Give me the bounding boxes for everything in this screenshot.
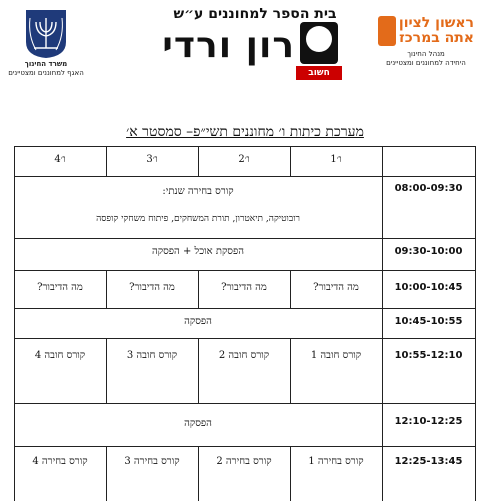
lesson-cell: קורס בחירה 2 bbox=[216, 456, 272, 467]
time-slot: 10:55-12:10 bbox=[394, 350, 463, 361]
lesson-cell: מה הדיבור? bbox=[37, 282, 83, 293]
lesson-cell: מה הדיבור? bbox=[221, 282, 267, 293]
time-slot: 10:45-10:55 bbox=[394, 316, 463, 327]
lesson-cell: קורס חובה 4 bbox=[34, 350, 86, 361]
table-row-divider bbox=[14, 176, 476, 177]
table-row-divider bbox=[14, 446, 476, 447]
city-logo-title: ראשון לציון אתה במרכז bbox=[398, 15, 474, 46]
lesson-cell: מה הדיבור? bbox=[313, 282, 359, 293]
lesson-cell: קורס חובה 3 bbox=[126, 350, 178, 361]
lesson-cell: קורס חובה 2 bbox=[218, 350, 270, 361]
column-header: ו׳2 bbox=[238, 154, 250, 165]
table-row-divider bbox=[14, 338, 476, 339]
column-header: ו׳3 bbox=[146, 154, 158, 165]
column-header: ו׳4 bbox=[54, 154, 66, 165]
break-label: הפסקת אוכל + הפסקה bbox=[152, 246, 244, 257]
elective-course-options: רובוטיקה, תיאטרון, תורת המשחקים, פיתוח משחקי קופסה bbox=[96, 214, 300, 224]
break-label: הפסקה bbox=[184, 316, 212, 327]
elective-course-title: קורס בחירה שנתי: bbox=[162, 186, 234, 197]
ministry-name: משרד החינוך bbox=[24, 60, 68, 68]
school-logo-tag: חשוב bbox=[296, 66, 342, 80]
column-divider bbox=[290, 338, 291, 403]
time-slot: 10:00-10:45 bbox=[394, 282, 463, 293]
table-border-right bbox=[475, 146, 476, 501]
city-dept-line2: היחידה למחוננים ומצטיינים bbox=[386, 59, 466, 67]
column-divider bbox=[198, 338, 199, 403]
table-border-top bbox=[14, 146, 476, 147]
lesson-cell: מה הדיבור? bbox=[129, 282, 175, 293]
time-slot: 12:25-13:45 bbox=[394, 456, 463, 467]
lesson-cell: קורס בחירה 3 bbox=[124, 456, 180, 467]
table-row-divider bbox=[14, 270, 476, 271]
table-row-divider bbox=[14, 403, 476, 404]
column-header: ו׳1 bbox=[330, 154, 342, 165]
time-slot: 08:00-09:30 bbox=[394, 183, 463, 194]
lesson-cell: קורס בחירה 1 bbox=[308, 456, 364, 467]
column-divider bbox=[106, 446, 107, 501]
table-row-divider bbox=[14, 308, 476, 309]
table-row-divider bbox=[14, 238, 476, 239]
lesson-cell: קורס בחירה 4 bbox=[32, 456, 88, 467]
lesson-cell: קורס חובה 1 bbox=[310, 350, 362, 361]
column-divider bbox=[106, 338, 107, 403]
column-divider bbox=[198, 446, 199, 501]
column-divider bbox=[290, 446, 291, 501]
time-slot: 09:30-10:00 bbox=[394, 246, 463, 257]
page-title: מערכת כיתות ו׳ מחוננים תשי״פ– סמסטר א׳ bbox=[126, 124, 364, 140]
city-dept-line1: מנהל החינוך bbox=[407, 50, 445, 58]
ministry-department: האגף למחוננים ומצטיינים bbox=[8, 69, 84, 77]
break-label: הפסקה bbox=[184, 418, 212, 429]
time-slot: 12:10-12:25 bbox=[394, 416, 463, 427]
school-name: רון ורדי bbox=[162, 25, 295, 66]
school-subtitle: בית הספר למחוננים ע״ש bbox=[173, 6, 337, 22]
